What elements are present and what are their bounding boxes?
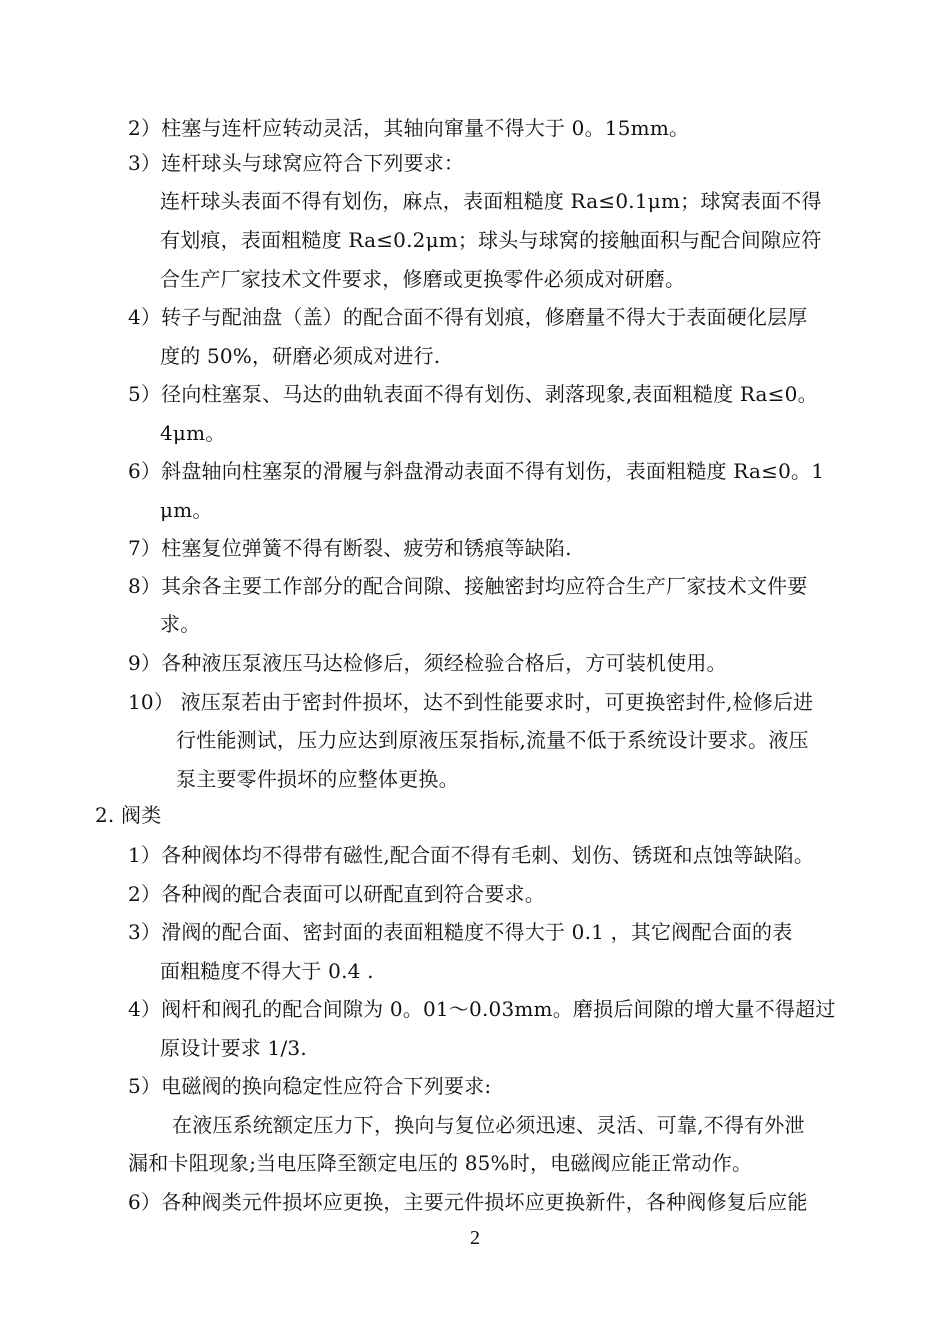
text-line: 漏和卡阻现象;当电压降至额定电压的 85%时，电磁阀应能正常动作。: [128, 1151, 753, 1175]
text-line: 求。: [160, 612, 201, 636]
text-line: 10） 液压泵若由于密封件损坏，达不到性能要求时，可更换密封件,检修后进: [128, 690, 814, 714]
text-line: 在液压系统额定压力下，换向与复位必须迅速、灵活、可靠,不得有外泄: [172, 1113, 805, 1137]
text-line: 3）滑阀的配合面、密封面的表面粗糙度不得大于 0.1 ，其它阀配合面的表: [128, 920, 793, 944]
text-line: 8）其余各主要工作部分的配合间隙、接触密封均应符合生产厂家技术文件要: [128, 574, 808, 598]
text-line: 泵主要零件损坏的应整体更换。: [176, 767, 459, 791]
text-line: 5）电磁阀的换向稳定性应符合下列要求:: [128, 1074, 492, 1098]
text-line: 行性能测试，压力应达到原液压泵指标,流量不低于系统设计要求。液压: [176, 728, 809, 752]
text-line: 3）连杆球头与球窝应符合下列要求：: [128, 151, 465, 175]
text-line: 2）各种阀的配合表面可以研配直到符合要求。: [128, 882, 545, 906]
text-line: 度的 50%，研磨必须成对进行.: [160, 344, 441, 368]
text-line: 6）斜盘轴向柱塞泵的滑履与斜盘滑动表面不得有划伤，表面粗糙度 Ra≤0。1: [128, 459, 825, 483]
text-line: 2）柱塞与连杆应转动灵活，其轴向窜量不得大于 0。15mm。: [128, 116, 690, 140]
section-heading: 2. 阀类: [95, 803, 162, 827]
text-line: 1）各种阀体均不得带有磁性,配合面不得有毛刺、划伤、锈斑和点蚀等缺陷。: [128, 843, 815, 867]
text-line: 4）阀杆和阀孔的配合间隙为 0。01～0.03mm。磨损后间隙的增大量不得超过: [128, 997, 836, 1021]
text-line: μm。: [160, 498, 213, 522]
text-line: 5）径向柱塞泵、马达的曲轨表面不得有划伤、剥落现象,表面粗糙度 Ra≤0。: [128, 382, 818, 406]
text-line: 4μm。: [160, 421, 226, 445]
text-line: 6）各种阀类元件损坏应更换，主要元件损坏应更换新件，各种阀修复后应能: [128, 1190, 808, 1214]
text-line: 7）柱塞复位弹簧不得有断裂、疲劳和锈痕等缺陷.: [128, 536, 572, 560]
text-line: 原设计要求 1/3.: [160, 1036, 307, 1060]
page-number: 2: [470, 1227, 480, 1249]
text-line: 4）转子与配油盘（盖）的配合面不得有划痕，修磨量不得大于表面硬化层厚: [128, 305, 808, 329]
text-line: 面粗糙度不得大于 0.4 .: [160, 959, 374, 983]
text-line: 有划痕，表面粗糙度 Ra≤0.2μm；球头与球窝的接触面积与配合间隙应符: [160, 228, 822, 252]
text-line: 连杆球头表面不得有划伤，麻点，表面粗糙度 Ra≤0.1μm；球窝表面不得: [160, 189, 822, 213]
text-line: 合生产厂家技术文件要求，修磨或更换零件必须成对研磨。: [160, 267, 686, 291]
text-line: 9）各种液压泵液压马达检修后，须经检验合格后，方可装机使用。: [128, 651, 727, 675]
